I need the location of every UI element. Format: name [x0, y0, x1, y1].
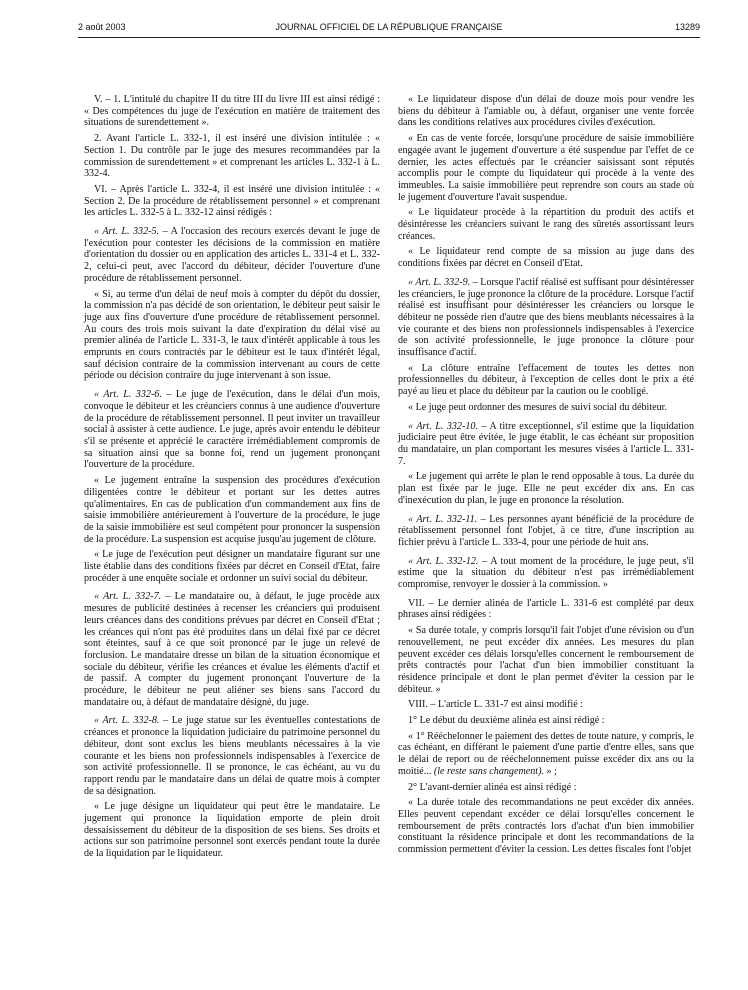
paragraph-text: V. – 1. L'intitulé du chapitre II du titre III du livre III est ainsi rédigé : « Des compétences du juge de l'exécution en matière de traitement des situations de surendettement ». — [84, 94, 380, 129]
paragraph-text-end: » ; — [543, 765, 557, 777]
paragraph-text: « La durée totale des recommandations ne peut excéder dix années. Elles peuvent cependant excéder ce délai lorsqu'elles concernent le remboursement de prêts contractés lors d'achat d'un bien immobilier constituant la résidence principale et dont les recommandations de la commission permettent d'éviter la cession. Les dettes fiscales font l'objet — [398, 797, 694, 856]
paragraph — [398, 556, 694, 591]
paragraph — [398, 782, 694, 794]
header-date: 2 août 2003 — [78, 22, 126, 32]
paragraph-text: « Le juge désigne un liquidateur qui peut être le mandataire. Le jugement qui prononce la liquidation emporte de plein droit dessaisissement du débiteur de la disposition de ses biens. Ses droits et actions sur son patrimoine personnel sont exercés pendant toute la durée de la liquidation par le liquidateur. — [84, 801, 380, 860]
paragraph-text: – A tout moment de la procédure, le juge peut, s'il estime que la situation du débiteur n'est pas irrémédiablement compromise, renvoyer le dossier à la commission. » — [398, 555, 694, 591]
paragraph-text: « Le liquidateur procède à la répartition du produit des actifs et désintéresse les créanciers suivant le rang des sûretés assortissant leurs créances. — [398, 207, 694, 242]
paragraph — [84, 133, 380, 180]
paragraph — [398, 471, 694, 506]
paragraph — [398, 731, 694, 778]
paragraph-text: – A l'occasion des recours exercés devant le juge de l'exécution pour contester les décisions de la commission en matière d'orientation du dossier ou en application des articles L. 331-4 et L. 332-2, celui-ci peut, avec l'accord du débiteur, décider l'ouverture d'une procédure de rétablissement personnel. — [84, 226, 380, 284]
paragraph-text: VI. – Après l'article L. 332-4, il est inséré une division intitulée : « Section 2. De la procédure de rétablissement personnel » et comprenant les articles L. 332-5 à L. 332-12 ainsi rédigés : — [84, 183, 380, 219]
paragraph-text: « Si, au terme d'un délai de neuf mois à compter du dépôt du dossier, la commission n'a pas décidé de son orientation, le débiteur peut saisir le juge aux fins d'ouverture d'une procédure de rétablissement personnel. Au cours des trois mois suivant la date d'expiration du délai visé au premier alinéa de l'article L. 331-3, le taux d'intérêt applicable à tous les emprunts en cours contractés par le débiteur est le taux d'intérêt légal, sauf décision contraire de la commission intervenant au cours de cette période ou décision contraire du juge intervenant à son issue. — [84, 288, 380, 382]
paragraph — [84, 591, 380, 708]
article-number: « Art. L. 332-11. — [408, 513, 478, 525]
paragraph — [84, 475, 380, 545]
paragraph — [398, 94, 694, 129]
paragraph — [398, 402, 694, 414]
paragraph — [398, 715, 694, 727]
paragraph-text: « Le juge de l'exécution peut désigner un mandataire figurant sur une liste établie dans des conditions fixées par décret en Conseil d'Etat, faire procéder à une enquête sociale et ordonner un suivi social du débiteur. — [84, 549, 380, 584]
article-number: « Art. L. 332-5. — [94, 226, 160, 238]
paragraph — [398, 363, 694, 398]
paragraph-text: 2. Avant l'article L. 332-1, il est inséré une division intitulée : « Section 1. Du contrôle par le juge des mesures recommandées par la commission de surendettement » et comprenant les articles L. 332-1 à L. 332-4. — [84, 133, 380, 180]
paragraph-text: « Le juge peut ordonner des mesures de suivi social du débiteur. — [408, 401, 668, 413]
paragraph — [398, 133, 694, 203]
paragraph-text: – Le juge statue sur les éventuelles contestations de créances et prononce la liquidation judiciaire du patrimoine personnel du débiteur, dont sont exclus les biens meublants nécessaires à la vie courante et les biens non professionnels indispensables à l'exercice de son activité professionnelle. Il se prononce, le cas échéant, au vu du rapport rendu par le mandataire dans un délai de quatre mois à compter de sa désignation. — [84, 715, 380, 797]
paragraph-text: « Le liquidateur rend compte de sa mission au juge dans des conditions fixées par décret en Conseil d'Etat. — [398, 246, 694, 270]
italic-note: (le reste sans changement). — [433, 765, 544, 777]
paragraph — [398, 625, 694, 695]
paragraph — [398, 598, 694, 621]
paragraph-text: – Le mandataire ou, à défaut, le juge procède aux mesures de publicité destinées à recenser les créanciers qui produisent leurs créances dans des conditions prévues par décret en Conseil d'Etat ; les créances qui n'ont pas été produites dans un délai fixé par ce décret sont éteintes, sauf à ce que soit prononcé par le juge un relevé de forclusion. Le mandataire dresse un bilan de la situation économique et sociale du débiteur, vérifie les créances et évalue les éléments d'actif et de passif. A compter du jugement prononçant l'ouverture de la procédure, le débiteur ne peut aliéner ses biens sans l'accord du mandataire ou, à défaut de mandataire désigné, du juge. — [84, 591, 380, 708]
paragraph-text: VII. – Le dernier alinéa de l'article L. 331-6 est complété par deux phrases ainsi rédigées : — [398, 597, 694, 621]
paragraph-text: 2° L'avant-dernier alinéa est ainsi rédigé : — [408, 781, 577, 793]
paragraph-text: « Le liquidateur dispose d'un délai de douze mois pour vendre les biens du débiteur à l'amiable ou, à défaut, organiser une vente forcée dans les conditions relatives aux procédures civiles d'exécution. — [398, 94, 694, 129]
paragraph — [398, 246, 694, 269]
article-number: « Art. L. 332-7. — [94, 591, 162, 603]
left-column — [84, 94, 380, 864]
article-number: « Art. L. 332-9. — [408, 276, 471, 288]
paragraph — [398, 797, 694, 856]
journal-title: JOURNAL OFFICIEL DE LA RÉPUBLIQUE FRANÇAISE — [275, 22, 503, 32]
running-header — [78, 22, 700, 36]
article-number: « Art. L. 332-12. — [408, 555, 479, 567]
paragraph — [84, 715, 380, 797]
page-number: 13289 — [674, 22, 700, 32]
paragraph — [398, 277, 694, 359]
article-number: « Art. L. 332-8. — [94, 715, 160, 727]
paragraph-text: VIII. – L'article L. 331-7 est ainsi modifié : — [408, 699, 584, 711]
article-number: « Art. L. 332-6. — [94, 389, 162, 401]
paragraph — [84, 801, 380, 860]
paragraph-text: « En cas de vente forcée, lorsqu'une procédure de saisie immobilière engagée avant le jugement d'ouverture a été suspendue par l'effet de ce dernier, les actes effectués par le créancier saisissant sont réputés accomplis pour le compte du liquidateur qui procède à la vente des immeubles. La saisie immobilière peut reprendre son cours au stade où le jugement d'ouverture l'avait suspendue. — [398, 133, 694, 203]
paragraph — [84, 184, 380, 219]
paragraph-text: « Le jugement qui arrête le plan le rend opposable à tous. La durée du plan est fixée par le juge. Elle ne peut excéder dix ans. En cas d'inexécution du plan, le juge en prononce la résolution. — [398, 471, 694, 506]
paragraph-text: « La clôture entraîne l'effacement de toutes les dettes non professionnelles du débiteur, à l'exception de celles dont le prix a été payé au lieu et place du débiteur par la caution ou le coobligé. — [398, 362, 694, 398]
paragraph-text: « 1° Rééchelonner le paiement des dettes de toute nature, y compris, le cas échéant, en différant le paiement d'une partie d'entre elles, sans que le délai de report ou de rééchelonnement puisse excéder dix ans ou la moitié... — [398, 730, 695, 777]
right-column — [398, 94, 694, 860]
paragraph — [398, 421, 694, 468]
paragraph — [84, 289, 380, 383]
article-number: « Art. L. 332-10. — [408, 420, 478, 432]
paragraph-text: « Le jugement entraîne la suspension des procédures d'exécution diligentées contre le débiteur et portant sur les dettes autres qu'alimentaires. En cas de publication d'un commandement aux fins de saisie immobilière antérieurement à l'ouverture de la procédure, le juge de la saisie immobilière est seul compétent pour prononcer la suspension de la procédure. La suspension est acquise jusqu'au jugement de clôture. — [84, 475, 380, 545]
paragraph — [398, 514, 694, 549]
paragraph — [84, 226, 380, 285]
paragraph-text: – A titre exceptionnel, s'il estime que la liquidation judiciaire peut être évitée, le juge établit, le cas échéant sur proposition du mandataire, un plan comportant les mesures visées à l'article L. 331-7. — [398, 420, 694, 467]
paragraph — [84, 389, 380, 471]
paragraph — [84, 94, 380, 129]
paragraph-text: 1° Le début du deuxième alinéa est ainsi rédigé : — [408, 715, 605, 727]
header-rule — [78, 37, 700, 38]
paragraph-text: – Le juge de l'exécution, dans le délai d'un mois, convoque le débiteur et les créanciers connus à une audience d'ouverture de la procédure de rétablissement personnel. Il peut inviter un travailleur social à assister à cette audience. Le juge, après avoir entendu le débiteur s'il se présente et apprécié le caractère irrémédiablement compromis de sa situation ainsi que sa bonne foi, rend un jugement prononçant l'ouverture de la procédure. — [84, 389, 380, 471]
paragraph — [84, 549, 380, 584]
paragraph-text: « Sa durée totale, y compris lorsqu'il fait l'objet d'une révision ou d'un renouvellement, ne peut excéder dix années. Les mesures du plan peuvent excéder ces délais lorsqu'elles concernent le remboursement de prêts contractés pour l'achat d'un bien immobilier constituant la résidence principale et dont le plan permet d'éviter la cession par le débiteur. » — [398, 625, 694, 695]
paragraph-text: – Lorsque l'actif réalisé est suffisant pour désintéresser les créanciers, le juge prononce la clôture de la procédure. Lorsque l'actif réalisé est insuffisant pour désintéresser les créanciers ou lorsque le débiteur ne possède rien d'autre que des biens meublants nécessaires à la vie courante et des biens non professionnels indispensables à l'exercice de son activité professionnelle, le juge prononce la clôture pour insuffisance d'actif. — [398, 276, 694, 359]
paragraph — [398, 699, 694, 711]
paragraph-text: – Les personnes ayant bénéficié de la procédure de rétablissement personnel font l'objet, à ce titre, d'une inscription au fichier prévu à l'article L. 333-4, pour une période de huit ans. — [398, 513, 694, 548]
paragraph — [398, 207, 694, 242]
